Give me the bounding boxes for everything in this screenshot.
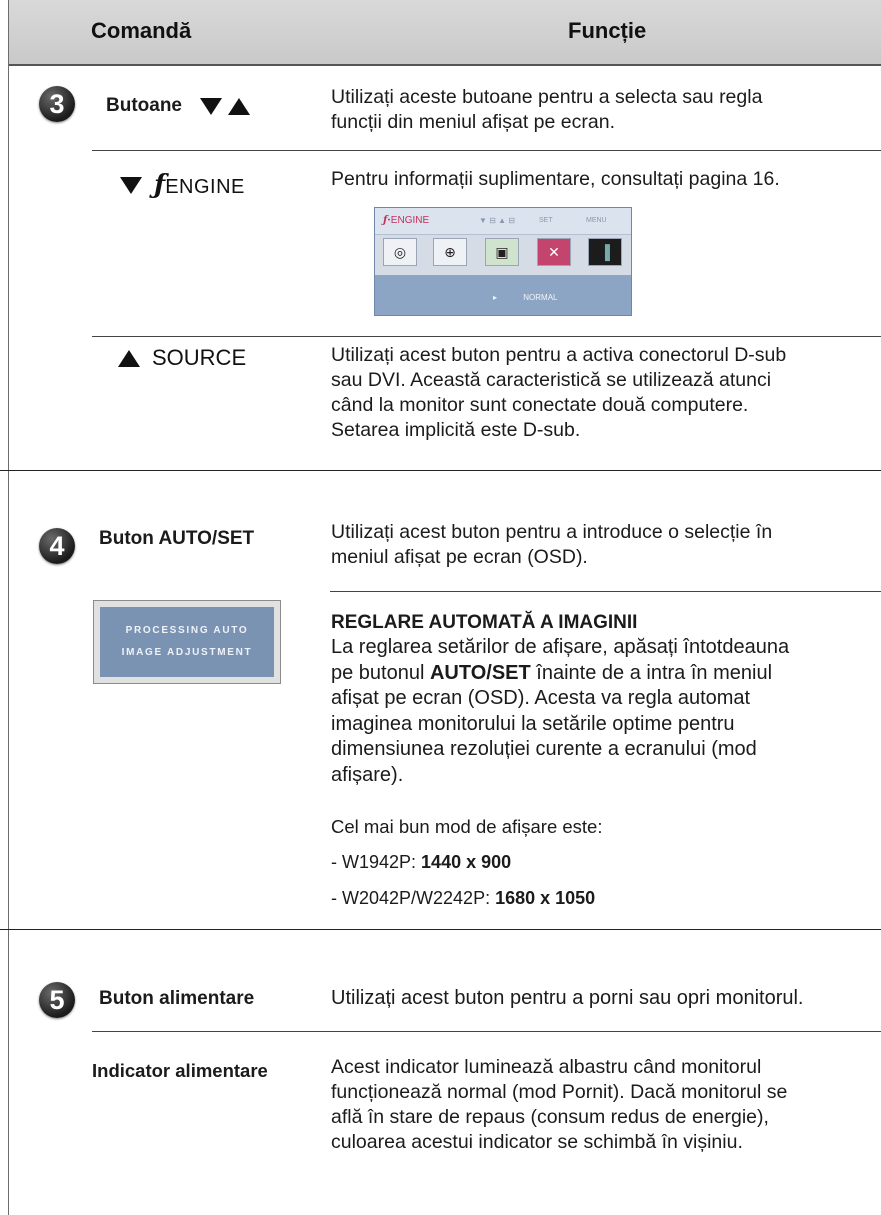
fengine-osd-illustration [374, 207, 632, 316]
header-command: Comandă [91, 18, 192, 43]
osd-pointer-icon: ▸ [493, 293, 498, 302]
table-left-border [8, 0, 9, 1215]
power-button-label: Buton alimentare [99, 988, 255, 1009]
best-mode-w1942p: - W1942P: 1440 x 900 [331, 852, 512, 872]
auto-adjust-title: REGLARE AUTOMATĂ A IMAGINII [331, 612, 638, 633]
buttons-label: Butoane [106, 95, 182, 116]
section-divider [0, 929, 881, 930]
divider [330, 591, 881, 592]
osd-title-bar: ƒ·ENGINE ▼ ⊟ ▲ ⊟ SET MENU [375, 208, 631, 234]
auto-set-label: Buton AUTO/SET [99, 528, 255, 549]
osd-mode-row [493, 293, 557, 302]
normal-mode-icon: ✕ [537, 238, 571, 266]
power-indicator-description: Acest indicator luminează albastru când monitorul funcționează normal (mod Pornit). Dacă monitorul se află în stare de repaus (consum redus de energie), culoarea acestui indicator se schimbă în vișiniu. [331, 1056, 788, 1153]
photo-mode-icon: ▣ [485, 238, 519, 266]
fengine-label-row [120, 170, 245, 200]
source-label: SOURCE [152, 345, 247, 370]
osd-set-hint: SET [539, 217, 553, 224]
osd-menu-hint: MENU [586, 217, 607, 224]
best-mode-w2042p: - W2042P/W2242P: 1680 x 1050 [331, 888, 596, 908]
divider [92, 150, 881, 151]
auto-adjust-block: REGLARE AUTOMATĂ A IMAGINII La reglarea setărilor de afișare, apăsați întotdeauna pe butonul AUTO/SET înainte de a intra în meniul afișat pe ecran (OSD). Acesta va regla automat imaginea monitorului la setările optime pentru dimensiunea rezoluției curente a ecranului (mod afișare). [331, 612, 790, 786]
auto-set-description: Utilizați acest buton pentru a introduce o selecție în meniul afișat pe ecran (OSD). [331, 521, 773, 568]
source-description: Utilizați acest buton pentru a activa conectorul D-sub sau DVI. Această caracteristică se utilizează atunci când la monitor sunt conectate două computere. Setarea implicită este D-sub. [331, 344, 787, 441]
buttons-label-row [106, 95, 250, 117]
divider [92, 1031, 881, 1032]
down-arrow-icon [200, 98, 222, 115]
section-number-5: 5 [39, 982, 75, 1018]
section-number-3: 3 [39, 86, 75, 122]
divider [92, 336, 881, 337]
section-number-4: 4 [39, 528, 75, 564]
header-function: Funcție [568, 18, 647, 43]
processing-auto-osd [93, 600, 281, 684]
power-button-description: Utilizați acest buton pentru a porni sau opri monitorul. [331, 987, 804, 1009]
fengine-label: ENGINE [165, 176, 245, 198]
best-mode-text: Cel mai bun mod de afișare este: [331, 816, 603, 837]
internet-mode-icon: ⊕ [433, 238, 467, 266]
processing-line-2: IMAGE ADJUSTMENT [121, 647, 253, 658]
fengine-description: Pentru informații suplimentare, consultați pagina 16. [331, 168, 780, 190]
user-mode-icon: ▐ [588, 238, 622, 266]
osd-title: ENGINE [390, 215, 430, 226]
up-arrow-icon [118, 350, 140, 367]
down-arrow-icon [120, 177, 142, 194]
osd-mode-name: NORMAL [523, 293, 558, 302]
source-label-row [118, 345, 246, 371]
up-arrow-icon [228, 98, 250, 115]
power-indicator-label: Indicator alimentare [92, 1060, 268, 1081]
fengine-logo-f: ƒ [154, 170, 166, 200]
section-divider [0, 470, 881, 471]
processing-line-1: PROCESSING AUTO [125, 625, 249, 636]
movie-mode-icon: ◎ [383, 238, 417, 266]
buttons-description: Utilizați aceste butoane pentru a selecta sau regla funcții din meniul afișat pe ecran. [331, 86, 763, 133]
osd-nav-hints: ▼ ⊟ ▲ ⊟ [479, 216, 515, 225]
